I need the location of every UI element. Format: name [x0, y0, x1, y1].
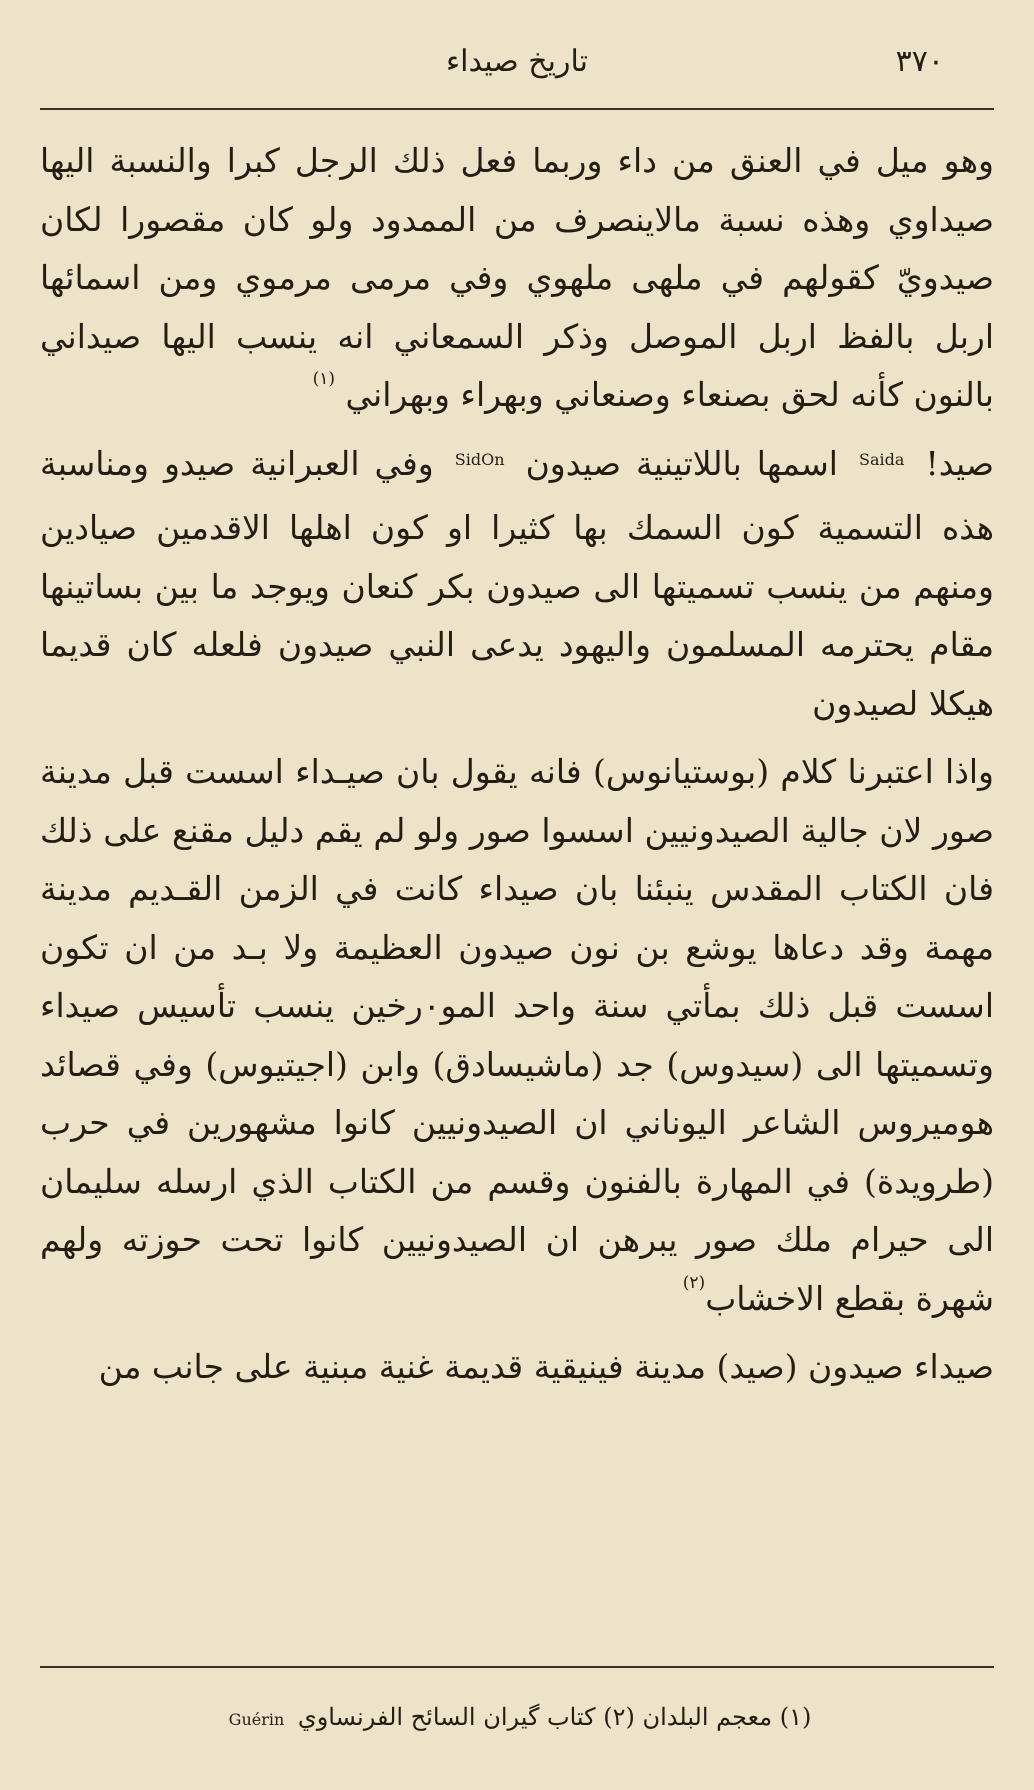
latin-term-sidon: SidOn [454, 449, 505, 469]
footnote-latin-name: Guérin [228, 1710, 285, 1729]
body-text [40, 132, 994, 1397]
paragraph-2-segment-b: وفي العبرانية صيدو ومناسبة هذه التسمية كون السمك بها كثيرا او كون اهلها الاقدمين صيادين ومنهم من ينسب تسميتها الى صيدون بكر كنعان ويوجد ما بين بساتينها مقام يحترمه المسلمون واليهود يدعى النبي صيدون فلعله كان قديما هيكلا لصيدون [40, 443, 994, 723]
paragraph-3 [40, 743, 994, 1328]
paragraph-4-text: صيداء صيدون (صيد) مدينة فينيقية قديمة غنية مبنية على جانب من [98, 1347, 994, 1386]
page-number: ٣٧٠ [895, 44, 944, 79]
paragraph-4 [40, 1338, 994, 1397]
running-title: تاريخ صيداء [446, 44, 588, 79]
paragraph-2-lead: صيد! [925, 443, 994, 483]
paragraph-1-text: وهو ميل في العنق من داء وربما فعل ذلك الرجل كبرا والنسبة اليها صيداوي وهذه نسبة مالاينصرف من الممدود ولو كان مقصورا لكان صيدويّ كقولهم في ملهى ملهوي وفي مرمى مرموي ومن اسمائها اربل بالفظ اربل الموصل وذكر السمعاني انه ينسب اليها صيداني بالنون كأنه لحق بصنعاء وصنعاني وبهراء وبهراني [40, 141, 994, 414]
footnotes [40, 1700, 994, 1737]
latin-term-saida: Saida [859, 449, 905, 469]
paragraph-1 [40, 132, 994, 425]
footnote-ref-2: (٢) [682, 1272, 706, 1293]
paragraph-2-segment-a: اسمها باللاتينية صيدون [525, 443, 838, 483]
paragraph-3-text: واذا اعتبرنا كلام (بوستيانوس) فانه يقول بان صيـداء اسست قبل مدينة صور لان جالية الصيدونيين اسسوا صور ولو لم يقم دليل مقنع على ذلك فان الكتاب المقدس ينبئنا بان صيداء كانت في الزمن القـديم مدينة مهمة وقد دعاها يوشع بن نون صيدون العظيمة ولا بـد من ان تكون اسست قبل ذلك بمأتي سنة واحد المو٠رخين ينسب تأسيس صيداء وتسميتها الى (سيدوس) جد (ماشيسادق) وابن (اجيتيوس) وفي قصائد هوميروس الشاعر اليوناني ان الصيدونيين كانوا مشهورين في حرب (طرويدة) في المهارة بالفنون وقسم من الكتاب الذي ارسله سليمان الى حيرام ملك صور يبرهن ان الصيدونيين كانوا تحت حوزته ولهم شهرة بقطع الاخشاب [40, 752, 994, 1318]
page-header [40, 40, 994, 84]
paragraph-2 [40, 435, 994, 734]
header-divider [40, 108, 994, 110]
footnotes-text: (١) معجم البلدان (٢) كتاب گيران السائح الفرنساوي [297, 1703, 812, 1731]
footnote-ref-1: (١) [312, 369, 336, 389]
footnote-divider [40, 1666, 994, 1668]
